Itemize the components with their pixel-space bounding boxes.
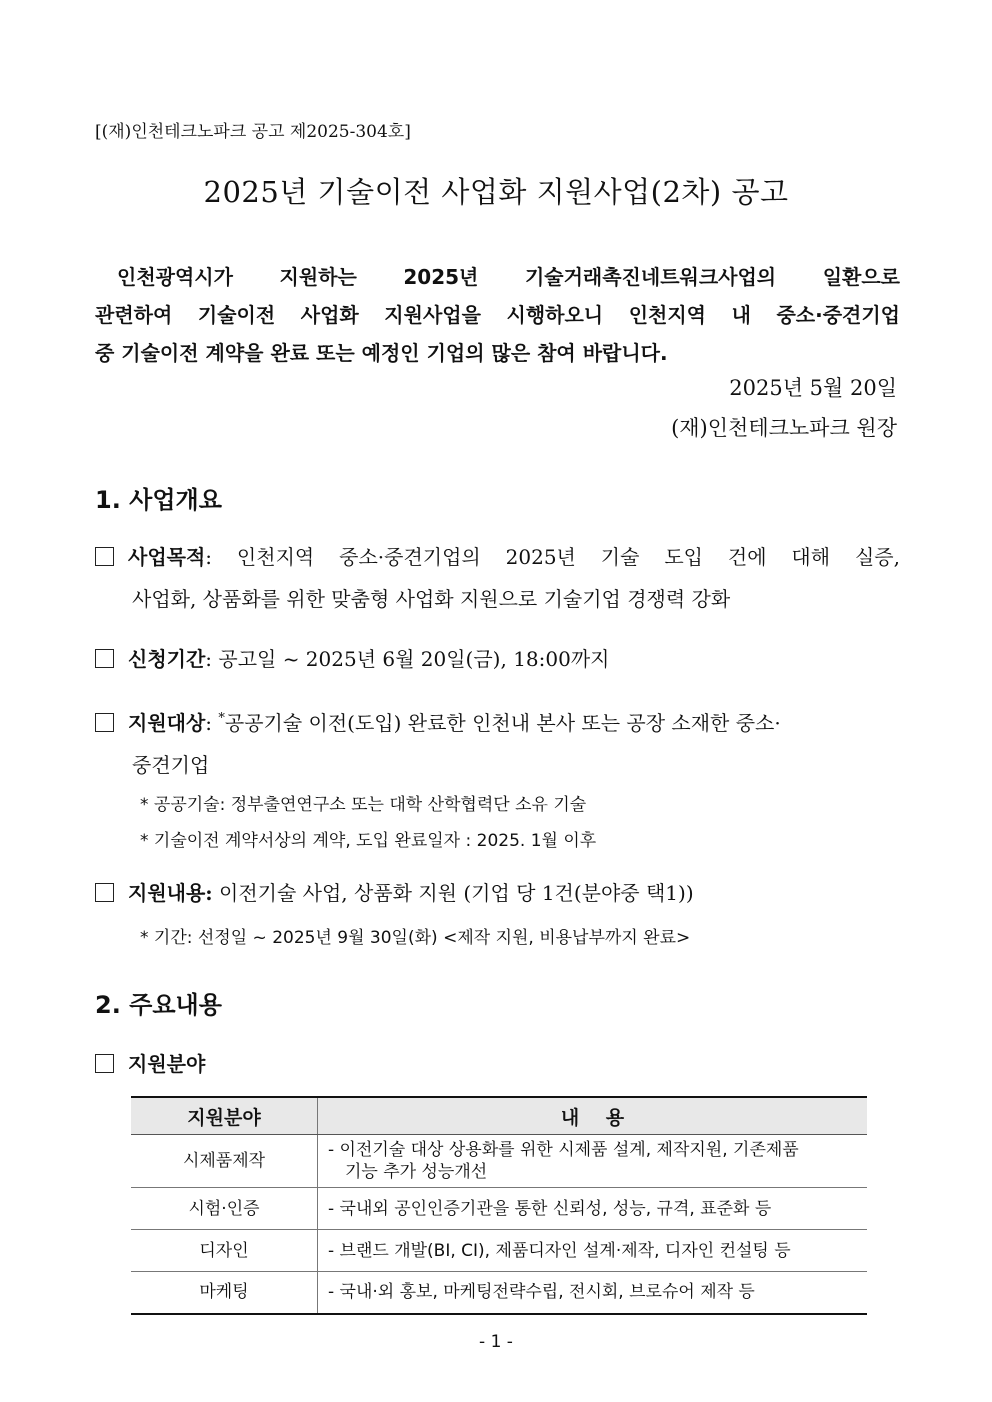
- footnote-mark: *: [218, 711, 225, 726]
- item-label: 지원대상: [128, 711, 206, 735]
- item-text: : 공고일 ~ 2025년 6월 20일(금), 18:00까지: [205, 647, 610, 671]
- item-text: : 인천지역 중소·중견기업의 2025년 기술 도입 건에 대해 실증,: [205, 545, 900, 569]
- desc-line: 기능 추가 성능개선: [345, 1162, 488, 1182]
- intro-line: 중 기술이전 계약을 완료 또는 예정인 기업의 많은 참여 바랍니다.: [95, 341, 668, 365]
- checkbox-square-icon: [95, 649, 114, 668]
- intro-line: 인천광역시가 지원하는 2025년 기술거래촉진네트워크사업의 일환으로: [117, 265, 900, 289]
- issuer: (재)인천테크노파크 원장: [671, 416, 897, 440]
- item-text: 사업화, 상품화를 위한 맞춤형 사업화 지원으로 기술기업 경쟁력 강화: [132, 587, 731, 611]
- footnote: * 기술이전 계약서상의 계약, 도입 완료일자 : 2025. 1월 이후: [140, 831, 597, 851]
- table-cell-field: 마케팅: [131, 1272, 318, 1314]
- section-heading-main: 2. 주요내용: [95, 991, 222, 1019]
- table-row: [131, 1272, 867, 1314]
- table-cell-desc: [318, 1135, 868, 1188]
- item-target: [95, 698, 900, 786]
- table-row: [131, 1230, 867, 1272]
- item-colon: :: [205, 711, 219, 735]
- item-label: 신청기간: [128, 647, 206, 671]
- section-heading-overview: 1. 사업개요: [95, 486, 222, 514]
- item-text: 공공기술 이전(도입) 완료한 인천내 본사 또는 공장 소재한 중소·: [224, 711, 781, 735]
- checkbox-square-icon: [95, 713, 114, 732]
- item-text: 중견기업: [132, 753, 210, 777]
- notice-number: [(재)인천테크노파크 공고 제2025-304호]: [95, 122, 411, 142]
- item-text: 이전기술 사업, 상품화 지원 (기업 당 1건(분야중 택1)): [212, 881, 694, 905]
- desc-line: - 이전기술 대상 상용화를 위한 시제품 설계, 제작지원, 기존제품: [328, 1140, 799, 1160]
- item-label: 지원내용:: [128, 881, 213, 905]
- table-cell-desc: - 국내·외 홍보, 마케팅전략수립, 전시회, 브로슈어 제작 등: [318, 1272, 868, 1314]
- table-cell-field: 시험·인증: [131, 1188, 318, 1230]
- checkbox-square-icon: [95, 547, 114, 566]
- item-content: [95, 872, 900, 914]
- table-cell-desc: - 브랜드 개발(BI, CI), 제품디자인 설계·제작, 디자인 컨설팅 등: [318, 1230, 868, 1272]
- item-period: [95, 638, 900, 680]
- table-cell-field: 시제품제작: [131, 1135, 318, 1188]
- page-number: - 1 -: [479, 1332, 513, 1352]
- table-row: [131, 1188, 867, 1230]
- table-row: [131, 1135, 867, 1188]
- table-header: 지원분야: [131, 1097, 318, 1135]
- table-header-row: [131, 1097, 867, 1135]
- subheading-fields: [95, 1043, 900, 1085]
- notice-date: 2025년 5월 20일: [729, 376, 897, 400]
- checkbox-square-icon: [95, 1054, 114, 1073]
- table-header: 내 용: [318, 1097, 868, 1135]
- intro-line: 관련하여 기술이전 사업화 지원사업을 시행하오니 인천지역 내 중소·중견기업: [95, 303, 900, 327]
- intro-paragraph: [95, 258, 900, 372]
- page-title: 2025년 기술이전 사업화 지원사업(2차) 공고: [203, 175, 789, 209]
- checkbox-square-icon: [95, 883, 114, 902]
- table-cell-desc: - 국내외 공인인증기관을 통한 신뢰성, 성능, 규격, 표준화 등: [318, 1188, 868, 1230]
- item-label: 사업목적: [128, 545, 206, 569]
- support-fields-table: [131, 1096, 867, 1315]
- footnote: * 기간: 선정일 ~ 2025년 9월 30일(화) <제작 지원, 비용납부까지 완료>: [140, 928, 691, 948]
- item-purpose: [95, 536, 900, 620]
- table-cell-field: 디자인: [131, 1230, 318, 1272]
- footnote: * 공공기술: 정부출연연구소 또는 대학 산학협력단 소유 기술: [140, 795, 587, 815]
- subheading-label: 지원분야: [128, 1052, 206, 1076]
